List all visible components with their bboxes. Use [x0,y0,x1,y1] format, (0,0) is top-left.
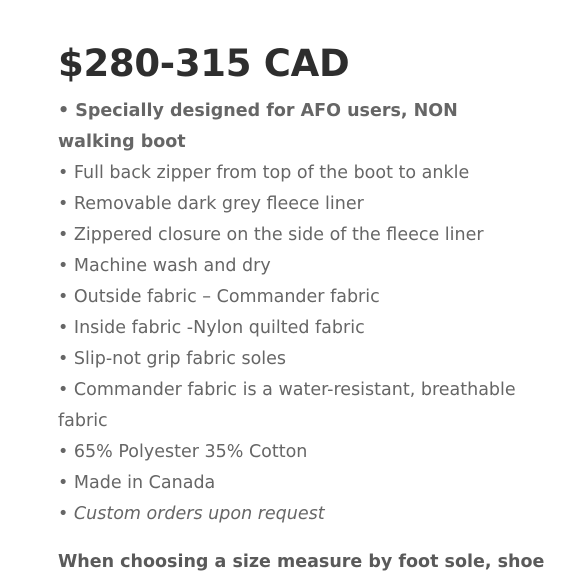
bullet-icon: • [58,380,69,400]
feature-item [58,251,528,282]
feature-item [58,189,528,220]
feature-item [58,468,528,499]
feature-item [58,313,528,344]
feature-item [58,96,528,158]
sizing-note: When choosing a size measure by foot sole, shoe [58,552,545,572]
feature-text: Machine wash and dry [73,256,271,276]
product-details [58,38,545,578]
bullet-icon: • [58,101,70,121]
bullet-icon: • [58,256,69,276]
product-price: $280-315 CAD [58,42,350,85]
bullet-icon: • [58,318,69,338]
feature-text: Outside fabric – Commander fabric [73,287,380,307]
bullet-icon: • [58,287,69,307]
feature-text: Removable dark grey fleece liner [73,194,364,214]
feature-text: Made in Canada [73,473,216,493]
feature-item [58,437,528,468]
bullet-icon: • [58,194,69,214]
feature-text: Commander fabric is a water-resistant, breathable fabric [58,380,516,431]
feature-text: Custom orders upon request [73,504,325,524]
feature-text: 65% Polyester 35% Cotton [73,442,308,462]
bullet-icon: • [58,442,69,462]
feature-item [58,375,528,437]
feature-item [58,499,528,530]
feature-item [58,282,528,313]
feature-text: Specially designed for AFO users, NON walking boot [58,101,458,152]
feature-text: Inside fabric -Nylon quilted fabric [73,318,365,338]
feature-item [58,220,528,251]
feature-text: Zippered closure on the side of the fleece liner [73,225,484,245]
feature-list [58,96,528,530]
bullet-icon: • [58,349,69,369]
bullet-icon: • [58,504,69,524]
feature-text: Slip-not grip fabric soles [73,349,287,369]
bullet-icon: • [58,163,69,183]
feature-item [58,158,528,189]
feature-text: Full back zipper from top of the boot to ankle [73,163,470,183]
bullet-icon: • [58,473,69,493]
bullet-icon: • [58,225,69,245]
feature-item [58,344,528,375]
